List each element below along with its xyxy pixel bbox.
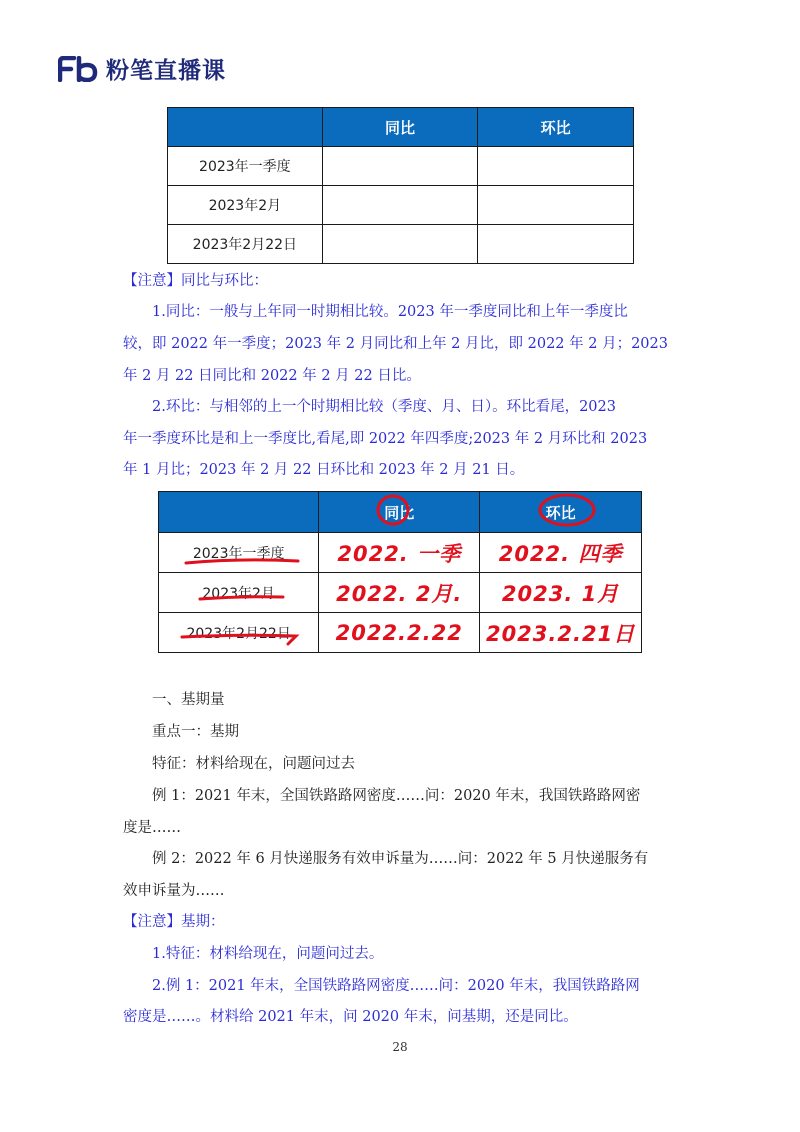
comparison-table-annotated	[158, 491, 642, 653]
table-header-cell: 同比	[322, 108, 478, 147]
example-line: 效申诉量为……	[123, 883, 225, 899]
table-header-row	[159, 492, 642, 533]
table-row	[159, 533, 642, 573]
note-line: 年 2 月 22 日同比和 2022 年 2 月 22 日比。	[123, 368, 421, 384]
handwritten-cell: 2023. 1月	[480, 573, 642, 613]
table-header-cell	[168, 108, 323, 147]
table-cell	[322, 186, 478, 225]
table-header-row	[168, 108, 634, 147]
note-title: 【注意】基期：	[123, 914, 225, 930]
table-cell	[478, 225, 634, 264]
table-cell: 2023年2月22日	[159, 613, 319, 653]
table-row	[159, 573, 642, 613]
table-cell: 2023年一季度	[159, 533, 319, 573]
table-row	[168, 147, 634, 186]
table-cell: 2023年一季度	[168, 147, 323, 186]
example-line: 例 2：2022 年 6 月快递服务有效申诉量为……问：2022 年 5 月快递服务有	[152, 851, 649, 867]
note-line: 较，即 2022 年一季度；2023 年 2 月同比和上年 2 月比，即 2022 年 2 月；2023	[123, 336, 668, 352]
example-line: 度是……	[123, 820, 181, 836]
handwritten-cell: 2022. 2月.	[319, 573, 480, 613]
table-row	[168, 186, 634, 225]
note-line: 年 1 月比；2023 年 2 月 22 日环比和 2023 年 2 月 21 日。	[123, 462, 525, 478]
table-header-cell: 环比	[480, 492, 642, 533]
note-line: 2.环比：与相邻的上一个时期相比较（季度、月、日）。环比看尾，2023	[152, 399, 616, 415]
table-cell: 2023年2月	[168, 186, 323, 225]
feature-line: 特征：材料给现在，问题问过去	[152, 756, 355, 772]
logo-text: 粉笔直播课	[106, 58, 226, 84]
note-line: 1.同比：一般与上年同一时期相比较。2023 年一季度同比和上年一季度比	[152, 304, 628, 320]
page-number: 28	[392, 1040, 408, 1054]
example-line: 例 1：2021 年末，全国铁路路网密度……问：2020 年末，我国铁路路网密	[152, 788, 641, 804]
table-cell	[322, 147, 478, 186]
handwritten-cell: 2023.2.21日	[480, 613, 642, 653]
handwritten-cell: 2022.2.22	[319, 613, 480, 653]
section-title: 一、基期量	[152, 692, 225, 708]
table-cell: 2023年2月22日	[168, 225, 323, 264]
note-line: 2.例 1：2021 年末，全国铁路路网密度……问：2020 年末，我国铁路路网	[152, 978, 640, 994]
table-cell	[478, 186, 634, 225]
table-row	[159, 613, 642, 653]
table-cell	[322, 225, 478, 264]
key-point: 重点一：基期	[152, 724, 239, 740]
note-line: 年一季度环比是和上一季度比,看尾,即 2022 年四季度;2023 年 2 月环比和 2023	[123, 431, 648, 447]
handwritten-cell: 2022. 一季	[319, 533, 480, 573]
handwritten-cell: 2022. 四季	[480, 533, 642, 573]
table-header-cell: 同比	[319, 492, 480, 533]
table-header-cell: 环比	[478, 108, 634, 147]
table-cell	[478, 147, 634, 186]
table-cell: 2023年2月	[159, 573, 319, 613]
comparison-table-blank	[167, 107, 634, 264]
note-line: 密度是……。材料给 2021 年末，问 2020 年末，问基期，还是同比。	[123, 1009, 578, 1025]
table-header-cell	[159, 492, 319, 533]
note-title: 【注意】同比与环比：	[123, 273, 268, 289]
logo	[58, 52, 226, 85]
fb-logo-icon	[58, 56, 98, 82]
note-line: 1.特征：材料给现在，问题问过去。	[152, 946, 384, 962]
table-row	[168, 225, 634, 264]
